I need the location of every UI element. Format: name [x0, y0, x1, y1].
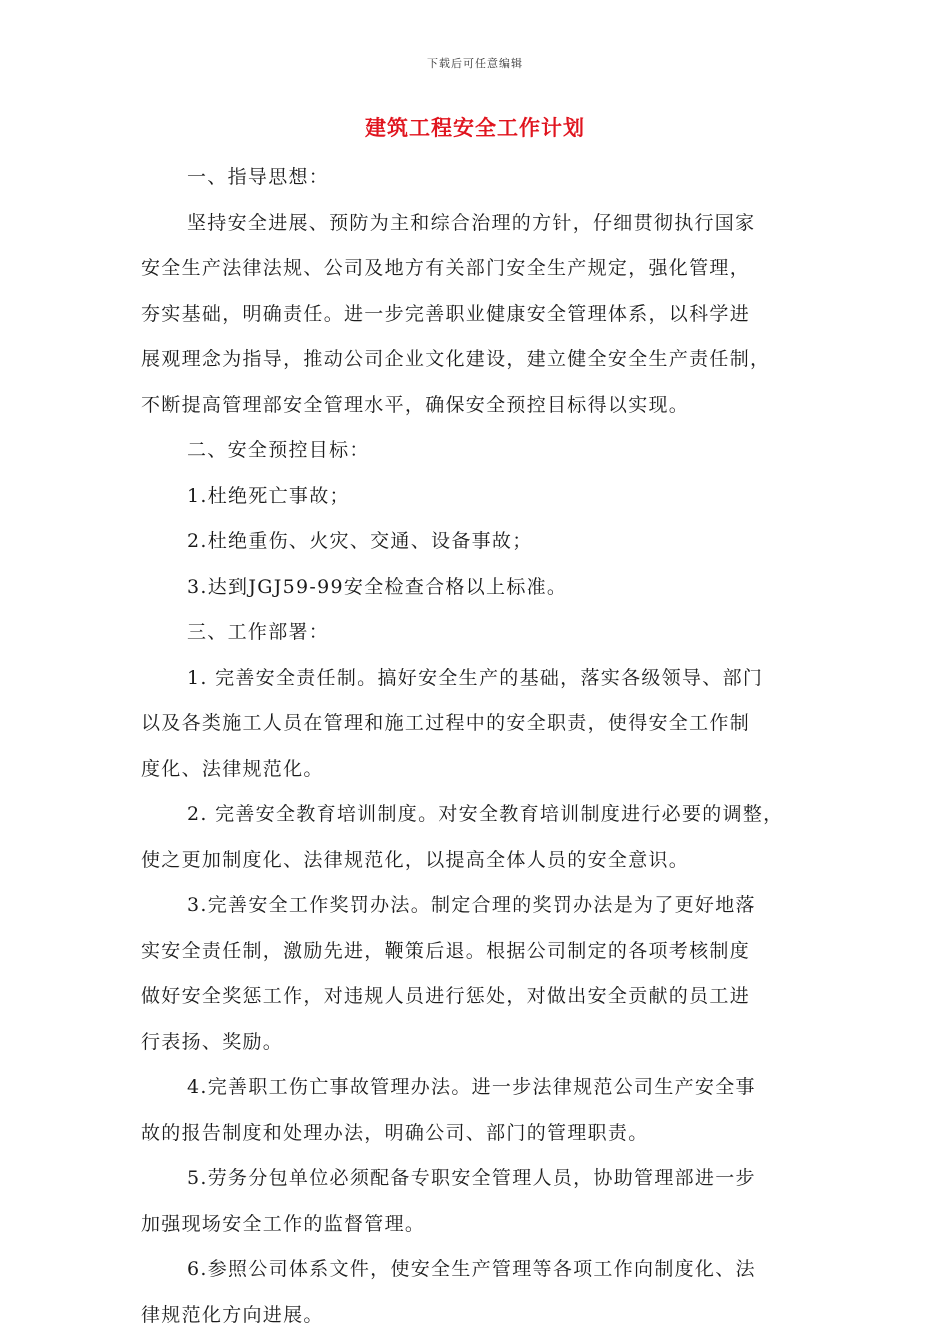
- body-line: 三、工作部署：: [141, 610, 831, 656]
- body-line: 使之更加制度化、法律规范化，以提高全体人员的安全意识。: [141, 838, 831, 884]
- body-line: 坚持安全进展、预防为主和综合治理的方针，仔细贯彻执行国家: [141, 201, 831, 247]
- body-line: 以及各类施工人员在管理和施工过程中的安全职责，使得安全工作制: [141, 701, 831, 747]
- body-line: 展观理念为指导，推动公司企业文化建设，建立健全安全生产责任制，: [141, 337, 831, 383]
- body-line: 安全生产法律法规、公司及地方有关部门安全生产规定，强化管理，: [141, 246, 831, 292]
- document-title: 建筑工程安全工作计划: [0, 112, 950, 142]
- document-body: [141, 155, 831, 1338]
- body-line: 5.劳务分包单位必须配备专职安全管理人员，协助管理部进一步: [141, 1156, 831, 1202]
- body-line: 加强现场安全工作的监督管理。: [141, 1202, 831, 1248]
- body-line: 度化、法律规范化。: [141, 747, 831, 793]
- body-line: 1. 完善安全责任制。搞好安全生产的基础，落实各级领导、部门: [141, 656, 831, 702]
- body-line: 3.完善安全工作奖罚办法。制定合理的奖罚办法是为了更好地落: [141, 883, 831, 929]
- body-line: 做好安全奖惩工作，对违规人员进行惩处，对做出安全贡献的员工进: [141, 974, 831, 1020]
- body-line: 2. 完善安全教育培训制度。对安全教育培训制度进行必要的调整，: [141, 792, 831, 838]
- body-line: 夯实基础，明确责任。进一步完善职业健康安全管理体系，以科学进: [141, 292, 831, 338]
- body-line: 实安全责任制，激励先进，鞭策后退。根据公司制定的各项考核制度: [141, 929, 831, 975]
- body-line: 不断提高管理部安全管理水平，确保安全预控目标得以实现。: [141, 383, 831, 429]
- body-line: 二、安全预控目标：: [141, 428, 831, 474]
- body-line: 律规范化方向进展。: [141, 1293, 831, 1338]
- body-line: 2.杜绝重伤、火灾、交通、设备事故；: [141, 519, 831, 565]
- body-line: 一、指导思想：: [141, 155, 831, 201]
- body-line: 行表扬、奖励。: [141, 1020, 831, 1066]
- body-line: 故的报告制度和处理办法，明确公司、部门的管理职责。: [141, 1111, 831, 1157]
- download-note: 下载后可任意编辑: [0, 55, 950, 71]
- body-line: 3.达到JGJ59-99安全检查合格以上标准。: [141, 565, 831, 611]
- body-line: 6.参照公司体系文件，使安全生产管理等各项工作向制度化、法: [141, 1247, 831, 1293]
- body-line: 4.完善职工伤亡事故管理办法。进一步法律规范公司生产安全事: [141, 1065, 831, 1111]
- body-line: 1.杜绝死亡事故；: [141, 474, 831, 520]
